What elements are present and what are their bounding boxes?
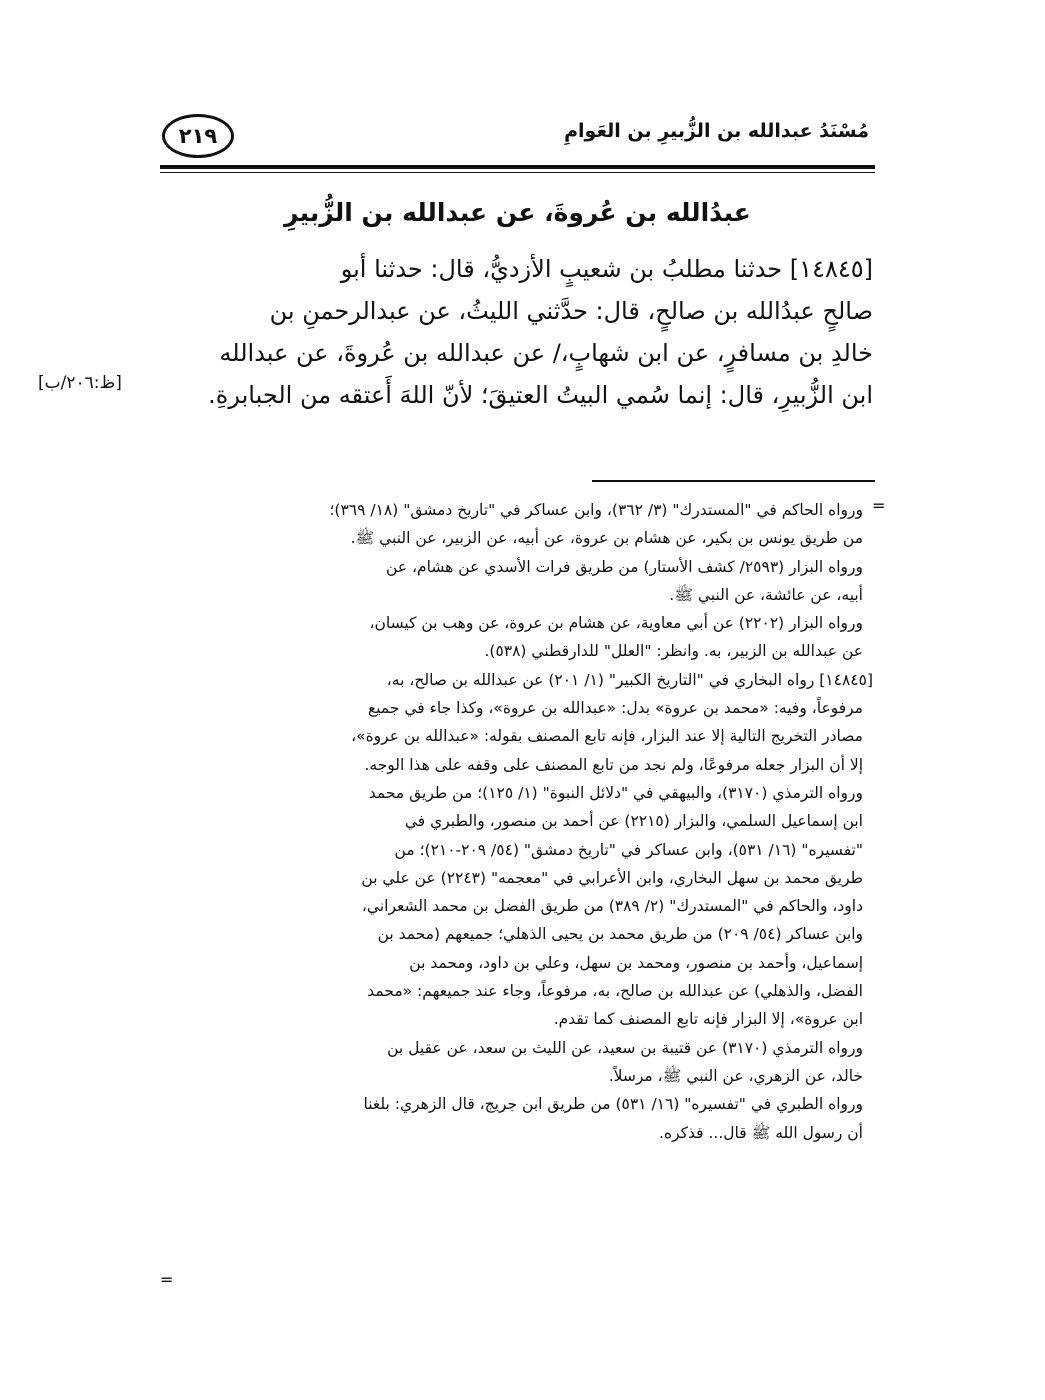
continuation-mark-bottom: =: [160, 1270, 174, 1289]
footnote-line: إلا أن البزار جعله مرفوعًا، ولم نجد من تابع المصنف على وقفه على هذا الوجه.: [364, 755, 863, 774]
running-head: مُسْنَدُ عبدالله بن الزُّبيرِ بن العَوامِ: [564, 120, 869, 142]
hadith-line: صالحٍ عبدُالله بن صالحٍ، قال: حدَّثني الليثُ، عن عبدالرحمنِ بن: [269, 297, 873, 325]
footnote-line: ورواه البزار (٢٢٠٢) عن أبي معاوية، عن هشام بن عروة، عن وهب بن كيسان،: [369, 614, 863, 633]
header-rule-thick: [160, 165, 875, 169]
page-number-badge: [162, 114, 234, 158]
footnote-line: داود، والحاكم في "المستدرك" (٢/ ٣٨٩) من طريق الفضل بن محمد الشعراني،: [361, 897, 863, 916]
footnotes: [165, 496, 873, 1147]
footnote-line: وابن عساكر (٥٤/ ٢٠٩) من طريق محمد بن يحيى الذهلي؛ جميعهم (محمد بن: [377, 925, 863, 944]
footnote-line: عن عبدالله بن الزبير، به. وانظر: "العلل" للدارقطني (٥٣٨).: [484, 642, 863, 661]
footnote-line: مرفوعاً، وفيه: «محمد بن عروة» بدل: «عبدالله بن عروة»، وكذا جاء في جميع: [367, 699, 863, 718]
header-rule-thin: [160, 172, 875, 173]
footnote-line: [١٤٨٤٥] رواه البخاري في "التاريخ الكبير" (١/ ٢٠١) عن عبدالله بن صالح، به،: [386, 670, 873, 689]
footnote-line: ورواه الحاكم في "المستدرك" (٣/ ٣٦٢)، وابن عساكر في "تاريخ دمشق" (١٨/ ٣٦٩)؛: [329, 501, 863, 519]
hadith-text: [165, 248, 873, 416]
footnote-line: ورواه الترمذي (٣١٧٠) عن قتيبة بن سعيد، عن الليث بن سعد، عن عقيل بن: [387, 1038, 863, 1057]
footnote-line: ورواه البزار (٢٥٩٣/ كشف الأستار) من طريق فرات الأسدي عن هشام، عن: [386, 557, 863, 576]
continuation-mark-top: =: [872, 496, 886, 515]
chapter-title: عبدُالله بن عُروةَ، عن عبدالله بن الزُّبيرِ: [284, 198, 751, 227]
footnote-line: أبيه، عن عائشة، عن النبي ﷺ.: [669, 585, 863, 604]
hadith-line: خالدِ بن مسافرٍ، عن ابن شهابٍ،/ عن عبدالله بن عُروةَ، عن عبدالله: [219, 339, 873, 367]
hadith-line: [١٤٨٤٥] حدثنا مطلبُ بن شعيبٍ الأزديُّ، قال: حدثنا أبو: [340, 255, 873, 283]
footnote-line: "تفسيره" (١٦/ ٥٣١)، وابن عساكر في "تاريخ دمشق" (٥٤/ ٢٠٩-٢١٠)؛ من: [394, 840, 863, 859]
hadith-line: ابن الزُّبيرِ، قال: إنما سُمي البيتُ العتيقَ؛ لأنّ اللهَ أَعتقه من الجبابرةِ.: [208, 381, 873, 409]
footnote-line: طريق محمد بن سهل البخاري، وابن الأعرابي في "معجمه" (٢٢٤٣) عن علي بن: [361, 868, 863, 887]
footnote-line: ورواه الطبري في "تفسيره" (١٦/ ٥٣١) من طريق ابن جريج، قال الزهري: بلغنا: [363, 1095, 863, 1114]
footnote-line: ورواه الترمذي (٣١٧٠)، والبيهقي في "دلائل النبوة" (١/ ١٢٥)؛ من طريق محمد: [368, 783, 863, 802]
footnote-line: الفضل، والذهلي) عن عبدالله بن صالح، به، مرفوعاً، وجاء عند جميعهم: «محمد: [367, 982, 863, 1001]
page-number: ٢١٩: [178, 124, 218, 148]
footnote-line: خالد، عن الزهري، عن النبي ﷺ، مرسلاً.: [608, 1066, 863, 1085]
footnote-line: مصادر التخريج التالية إلا عند البزار، فإنه تابع المصنف بقوله: «عبدالله بن عروة»،: [351, 727, 863, 746]
footnote-separator: [592, 480, 875, 482]
footnote-line: ابن عروة»، إلا البزار فإنه تابع المصنف كما تقدم.: [553, 1010, 863, 1029]
footnote-line: أن رسول الله ﷺ قال... فذكره.: [659, 1123, 863, 1142]
footnote-line: من طريق يونس بن بكير، عن هشام بن عروة، عن أبيه، عن الزبير، عن النبي ﷺ.: [350, 529, 863, 548]
manuscript-folio-marker: [ظ:٢٠٦/ب]: [38, 373, 122, 393]
footnote-line: إسماعيل، وأحمد بن منصور، ومحمد بن سهل، وعلي بن داود، ومحمد بن: [409, 953, 863, 972]
footnote-line: ابن إسماعيل السلمي، والبزار (٢٢١٥) عن أحمد بن منصور، والطبري في: [404, 812, 863, 831]
